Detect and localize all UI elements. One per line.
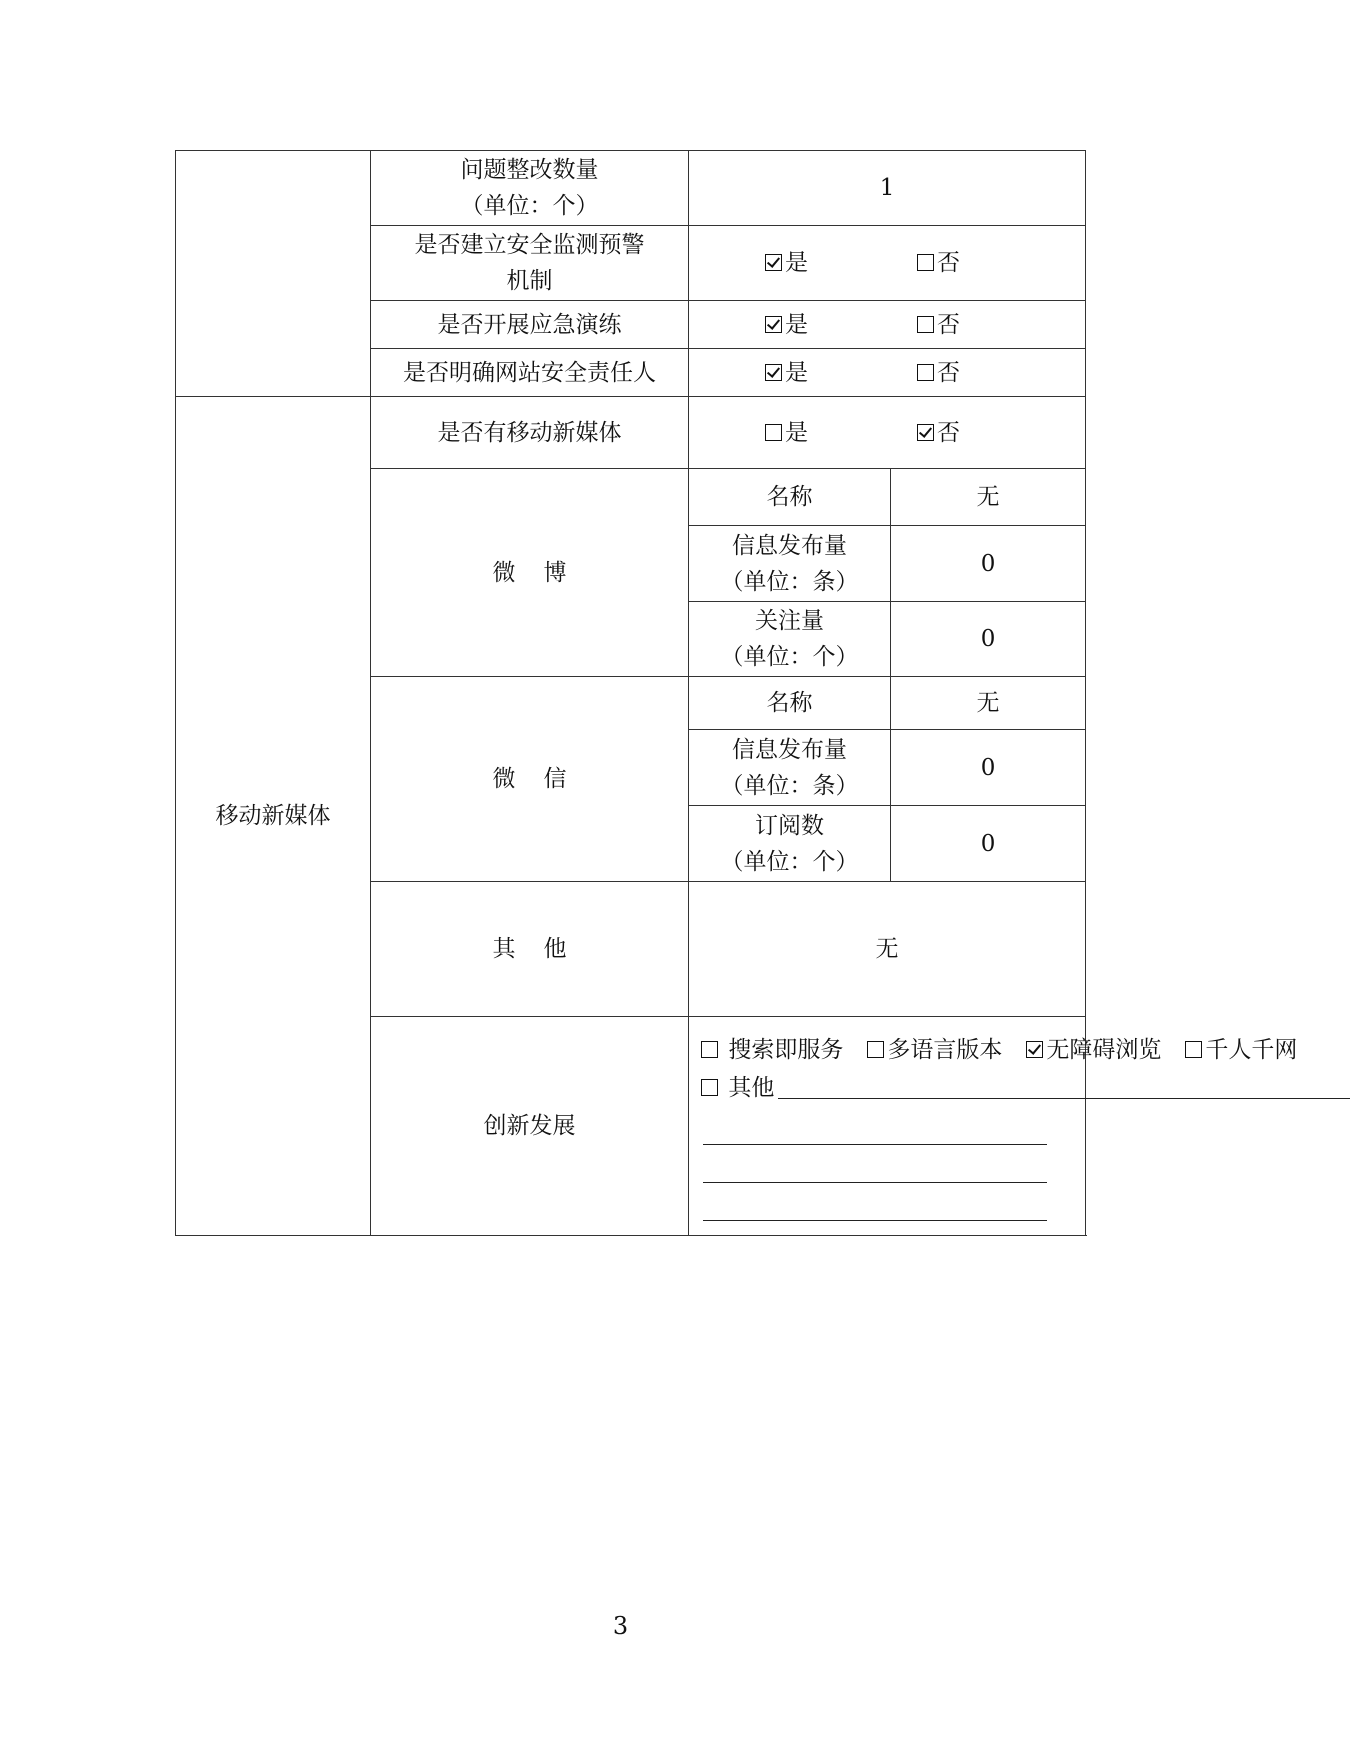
monitor-label: 是否建立安全监测预警 机制 [371, 226, 689, 301]
mobile-has-choices [689, 397, 1086, 469]
owner-yes-checkbox[interactable] [765, 364, 782, 381]
search-service-option[interactable]: 搜索即服务 [701, 1037, 843, 1063]
other-option[interactable]: 其他 [701, 1075, 774, 1101]
mobile-other-label: 其他 [371, 882, 689, 1017]
rectify-label: 问题整改数量 （单位：个） [371, 151, 689, 226]
monitor-yes-checkbox[interactable] [765, 254, 782, 271]
fill-line-3[interactable] [703, 1183, 1047, 1221]
monitor-no-checkbox[interactable] [917, 254, 934, 271]
personalized-option[interactable]: 千人千网 [1185, 1037, 1297, 1063]
drill-label: 是否开展应急演练 [371, 301, 689, 349]
weibo-label: 微博 [371, 469, 689, 677]
accessible-checkbox[interactable] [1026, 1041, 1043, 1058]
monitor-yes-option[interactable]: 是 [765, 245, 857, 281]
owner-no-option[interactable]: 否 [917, 355, 1009, 391]
weibo-name-value: 无 [891, 469, 1086, 526]
wechat-subs-value: 0 [891, 806, 1086, 882]
owner-label: 是否明确网站安全责任人 [371, 349, 689, 397]
multilang-checkbox[interactable] [867, 1041, 884, 1058]
other-fill-line[interactable] [778, 1070, 1350, 1099]
drill-no-checkbox[interactable] [917, 316, 934, 333]
innovation-options-line [701, 1031, 1298, 1069]
mobile-has-label: 是否有移动新媒体 [371, 397, 689, 469]
innovation-other-line [701, 1069, 1047, 1107]
mobile-yes-option[interactable]: 是 [765, 415, 857, 451]
innovation-options-cell [689, 1017, 1298, 1236]
weibo-follow-label: 关注量 （单位：个） [689, 602, 891, 677]
personalized-checkbox[interactable] [1185, 1041, 1202, 1058]
mobile-other-value: 无 [689, 882, 1086, 1017]
multilang-option[interactable]: 多语言版本 [867, 1037, 1002, 1063]
rectify-value: 1 [689, 151, 1086, 226]
monitor-choices [689, 226, 1086, 301]
weibo-posts-label: 信息发布量 （单位：条） [689, 526, 891, 602]
weibo-posts-value: 0 [891, 526, 1086, 602]
rectify-row [176, 151, 1086, 226]
fill-line-1[interactable] [703, 1107, 1047, 1145]
monitor-no-option[interactable]: 否 [917, 245, 1009, 281]
mobile-has-row [176, 397, 1086, 469]
page-number: 3 [612, 1612, 629, 1640]
fill-line-2[interactable] [703, 1145, 1047, 1183]
report-form-table [175, 150, 1298, 1236]
wechat-posts-value: 0 [891, 730, 1086, 806]
owner-yes-option[interactable]: 是 [765, 355, 857, 391]
owner-choices [689, 349, 1086, 397]
wechat-name-label: 名称 [689, 677, 891, 730]
other-checkbox[interactable] [701, 1079, 718, 1096]
mobile-no-option[interactable]: 否 [917, 415, 1009, 451]
wechat-subs-label: 订阅数 （单位：个） [689, 806, 891, 882]
wechat-name-value: 无 [891, 677, 1086, 730]
security-section-cell [176, 151, 371, 397]
weibo-name-label: 名称 [689, 469, 891, 526]
drill-yes-option[interactable]: 是 [765, 307, 857, 343]
mobile-yes-checkbox[interactable] [765, 424, 782, 441]
innovation-section-label: 创新发展 [371, 1017, 689, 1236]
mobile-no-checkbox[interactable] [917, 424, 934, 441]
drill-no-option[interactable]: 否 [917, 307, 1009, 343]
wechat-posts-label: 信息发布量 （单位：条） [689, 730, 891, 806]
drill-yes-checkbox[interactable] [765, 316, 782, 333]
mobile-section-label: 移动新媒体 [176, 397, 371, 1236]
search-service-checkbox[interactable] [701, 1041, 718, 1058]
drill-choices [689, 301, 1086, 349]
owner-no-checkbox[interactable] [917, 364, 934, 381]
weibo-follow-value: 0 [891, 602, 1086, 677]
wechat-label: 微信 [371, 677, 689, 882]
accessible-option[interactable]: 无障碍浏览 [1026, 1037, 1161, 1063]
